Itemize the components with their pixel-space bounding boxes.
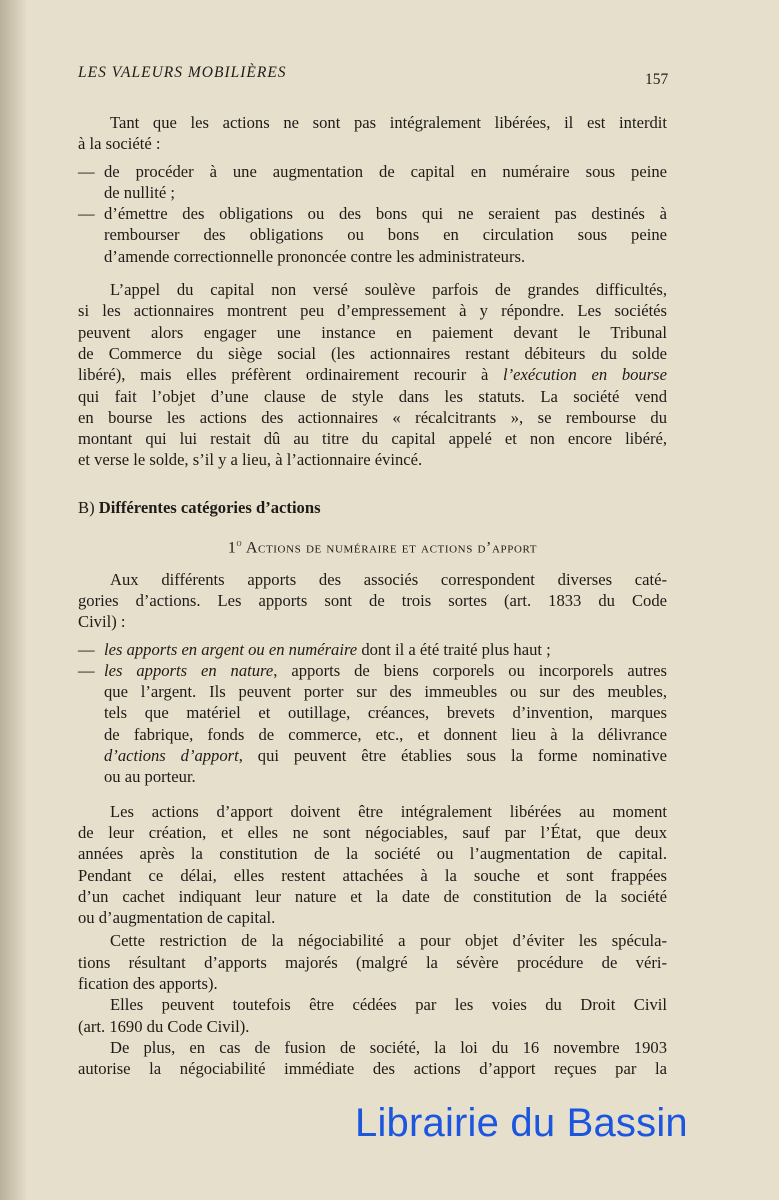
list-item bbox=[78, 203, 667, 267]
text-segment: , apports de biens corporels ou incorporels autres bbox=[273, 660, 667, 680]
dash-bullet: — bbox=[78, 660, 95, 680]
text-line bbox=[104, 745, 667, 766]
text-line bbox=[104, 246, 667, 267]
text-segment: si les actionnaires montrent peu d’empressement à y répondre. Les sociétés bbox=[78, 301, 667, 321]
text-line bbox=[78, 428, 667, 449]
text-line bbox=[78, 843, 667, 864]
text-line bbox=[104, 660, 667, 681]
text-segment: autorise la négociabilité immédiate des actions d’apport reçues par la bbox=[78, 1059, 667, 1079]
text-line bbox=[78, 1016, 667, 1037]
subheading-number: 1 bbox=[227, 539, 237, 557]
subheading-ordinal: o bbox=[236, 538, 243, 550]
text-line bbox=[104, 182, 667, 203]
subheading-text: Actions de numéraire et actions d’apport bbox=[242, 539, 538, 557]
paragraph bbox=[78, 569, 667, 633]
paragraph bbox=[78, 930, 667, 994]
text-segment: de fabrique, fonds de commerce, etc., et donnent lieu à la délivrance bbox=[104, 724, 667, 744]
text-segment: tels que matériel et outillage, créances, brevets d’invention, marques bbox=[104, 703, 667, 723]
text-segment: gories d’actions. Les apports sont de trois sortes (art. 1833 du Code bbox=[78, 590, 667, 610]
dash-bullet: — bbox=[78, 204, 95, 224]
paragraph bbox=[78, 994, 667, 1037]
text-line bbox=[78, 611, 667, 632]
book-gutter bbox=[0, 0, 26, 1200]
text-segment: Pendant ce délai, elles restent attachées à la souche et sont frappées bbox=[78, 865, 667, 885]
text-line bbox=[104, 203, 667, 224]
text-line bbox=[104, 702, 667, 723]
text-line bbox=[78, 1037, 667, 1058]
text-line bbox=[104, 161, 667, 182]
dash-bullet: — bbox=[78, 639, 95, 659]
text-segment: de nullité ; bbox=[104, 182, 175, 202]
list-item bbox=[78, 161, 667, 204]
text-line bbox=[78, 822, 667, 843]
text-line bbox=[78, 994, 667, 1015]
body-text bbox=[78, 112, 667, 1080]
text-segment: (art. 1690 du Code Civil). bbox=[78, 1016, 250, 1036]
text-line bbox=[78, 907, 667, 928]
text-segment: Elles peuvent toutefois être cédées par les voies du Droit Civil bbox=[110, 995, 667, 1015]
text-segment: de procéder à une augmentation de capital en numéraire sous peine bbox=[104, 161, 667, 181]
text-segment: en bourse les actions des actionnaires « récalcitrants », se rembourse du bbox=[78, 407, 667, 427]
heading-text: Différentes catégories d’actions bbox=[98, 497, 321, 517]
text-segment: dont il a été traité plus haut ; bbox=[357, 639, 551, 659]
text-line bbox=[78, 952, 667, 973]
text-line bbox=[78, 386, 667, 407]
text-line bbox=[78, 112, 667, 133]
list-item bbox=[78, 639, 667, 660]
text-line bbox=[104, 724, 667, 745]
text-line bbox=[104, 681, 667, 702]
text-line bbox=[78, 449, 667, 470]
text-segment: Tant que les actions ne sont pas intégralement libérées, il est interdit bbox=[110, 113, 667, 132]
text-segment: Aux différents apports des associés correspondent diverses caté- bbox=[110, 569, 667, 589]
text-segment: années après la constitution de la société ou l’augmentation de capital. bbox=[78, 844, 667, 864]
italic-text: d’actions d’apport bbox=[104, 746, 239, 766]
text-line bbox=[78, 801, 667, 822]
text-line bbox=[78, 300, 667, 321]
text-segment: , qui peuvent être établies sous la forme nominative bbox=[238, 746, 667, 766]
dash-bullet: — bbox=[78, 161, 95, 181]
text-segment: Cette restriction de la négociabilité a pour objet d’éviter les spécula- bbox=[110, 931, 667, 951]
text-segment: d’émettre des obligations ou des bons qui ne seraient pas destinés à bbox=[104, 204, 667, 224]
paragraph bbox=[78, 279, 667, 471]
text-line bbox=[78, 343, 667, 364]
italic-text: l’exécution en bourse bbox=[503, 365, 668, 385]
text-segment: Civil) : bbox=[78, 612, 126, 632]
text-line bbox=[78, 886, 667, 907]
paragraph bbox=[78, 112, 667, 155]
text-line bbox=[78, 569, 667, 590]
text-segment: De plus, en cas de fusion de société, la loi du 16 novembre 1903 bbox=[110, 1037, 667, 1057]
text-line bbox=[78, 1058, 667, 1079]
text-line bbox=[104, 224, 667, 245]
text-segment: d’un cachet indiquant leur nature et la date de constitution de la société bbox=[78, 886, 667, 906]
section-heading bbox=[78, 497, 667, 518]
text-line bbox=[104, 766, 667, 787]
text-line bbox=[78, 364, 667, 385]
text-line bbox=[78, 930, 667, 951]
text-segment: que l’argent. Ils peuvent porter sur des immeubles ou sur des meubles, bbox=[104, 682, 667, 702]
text-segment: d’amende correctionnelle prononcée contre les administrateurs. bbox=[104, 246, 526, 266]
text-line bbox=[78, 865, 667, 886]
text-line bbox=[78, 322, 667, 343]
text-segment: Les actions d’apport doivent être intégralement libérées au moment bbox=[110, 801, 667, 821]
heading-label: B) bbox=[78, 497, 99, 517]
text-line bbox=[78, 133, 667, 154]
text-segment: ou d’augmentation de capital. bbox=[78, 908, 276, 928]
text-segment: tions résultant d’apports majorés (malgré la sévère procédure de véri- bbox=[78, 952, 667, 972]
paragraph bbox=[78, 1037, 667, 1080]
text-line bbox=[104, 639, 667, 660]
text-segment: montant qui lui restait dû au titre du capital appelé et non encore libéré, bbox=[78, 429, 667, 449]
text-segment: de leur création, et elles ne sont négociables, sauf par l’État, que deux bbox=[78, 822, 667, 842]
list-item bbox=[78, 660, 667, 788]
text-segment: à la société : bbox=[78, 134, 161, 154]
text-segment: fication des apports). bbox=[78, 974, 218, 994]
text-segment: L’appel du capital non versé soulève parfois de grandes difficultés, bbox=[110, 280, 667, 300]
running-title: LES VALEURS MOBILIÈRES bbox=[78, 64, 287, 81]
text-line bbox=[78, 973, 667, 994]
text-segment: de Commerce du siège social (les actionnaires restant débiteurs du solde bbox=[78, 343, 667, 363]
text-segment: ou au porteur. bbox=[104, 767, 196, 787]
text-line bbox=[78, 590, 667, 611]
text-segment: et verse le solde, s’il y a lieu, à l’actionnaire évincé. bbox=[78, 450, 423, 470]
paragraph bbox=[78, 801, 667, 929]
italic-text: les apports en nature bbox=[104, 660, 274, 680]
italic-text: les apports en argent ou en numéraire bbox=[104, 639, 358, 659]
text-segment: rembourser des obligations ou bons en circulation sous peine bbox=[104, 225, 667, 245]
text-segment: qui fait l’objet d’une clause de style dans les statuts. La société vend bbox=[78, 386, 667, 406]
text-segment: peuvent alors engager une instance en paiement devant le Tribunal bbox=[78, 322, 667, 342]
watermark: Librairie du Bassin bbox=[355, 1101, 688, 1145]
text-line bbox=[78, 407, 667, 428]
page-number: 157 bbox=[645, 71, 669, 88]
subsection-heading bbox=[78, 533, 667, 559]
text-segment: libéré), mais elles préfèrent ordinairement recourir à bbox=[78, 365, 504, 385]
text-line bbox=[78, 279, 667, 300]
